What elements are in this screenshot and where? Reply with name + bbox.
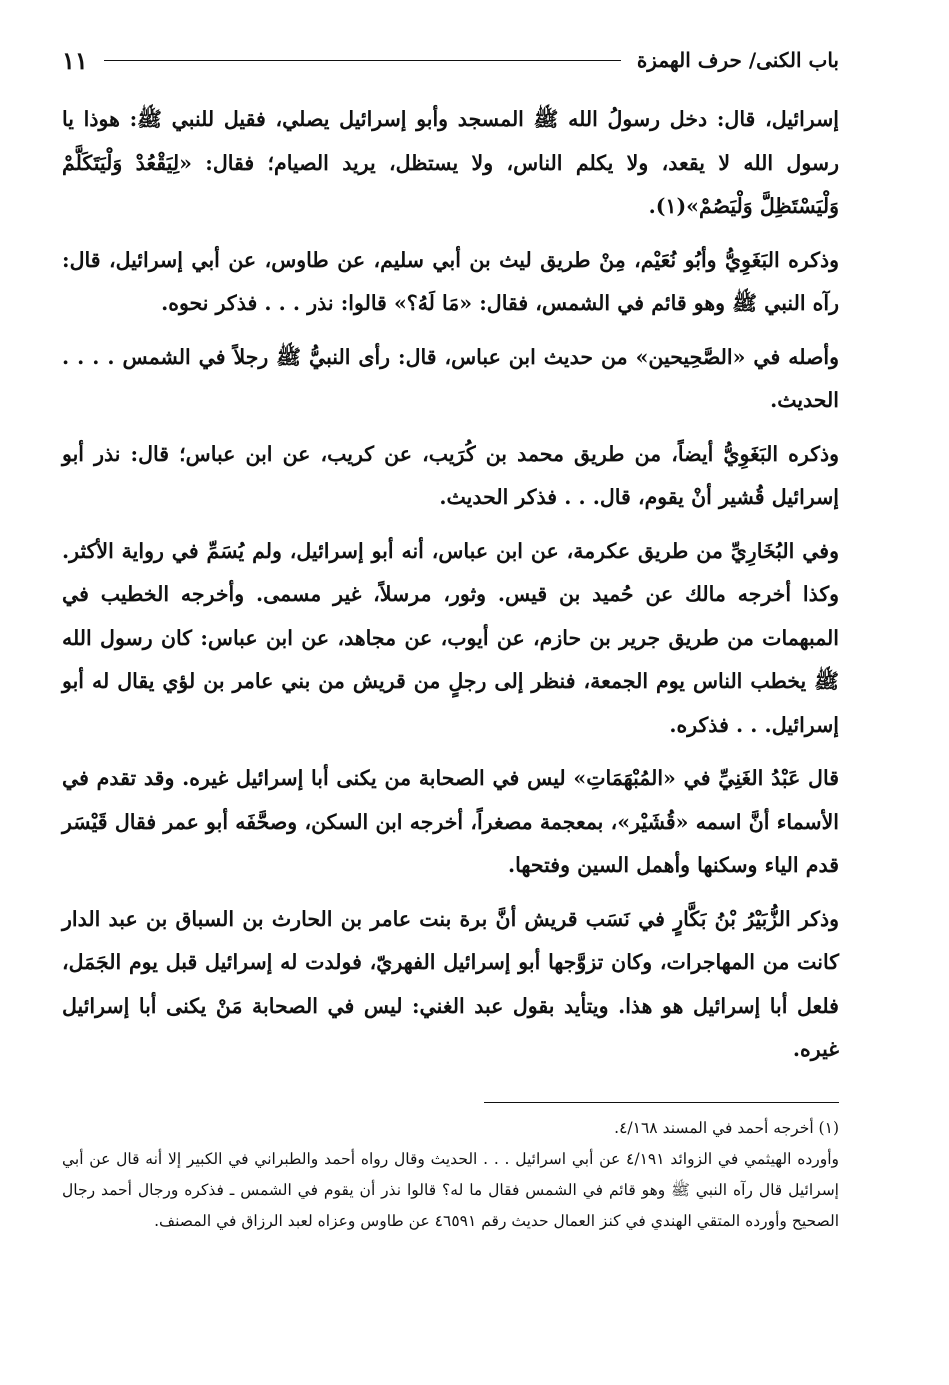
- footnotes: [62, 1113, 839, 1237]
- footnote-continuation: وأورده الهيثمي في الزوائد ٤/١٩١ عن أبي اسرائيل . . . الحديث وقال رواه أحمد والطبراني في الكبير إلا أنه قال عن أبي إسرائيل قال رآه النبي ﷺ وهو قائم في الشمس فقال ما له؟ قالوا نذر أن يقوم في الشمس ـ فذكره ورجال أحمد رجال الصحيح وأورده المتقي الهندي في كنز العمال حديث رقم ٤٦٥٩١ عن طاوس وعزاه لعبد الرزاق في المصنف.: [62, 1149, 839, 1230]
- footnote: (١) أخرجه أحمد في المسند ٤/١٦٨.: [614, 1118, 839, 1137]
- paragraph: وذكره البَغَوِيُّ وأبُو نُعَيْم، مِنْ طريق ليث بن أبي سليم، عن طاوس، عن أبي إسرائيل، قال: رآه النبي ﷺ وهو قائم في الشمس، فقال: «مَا لَهُ؟» قالوا: نذر . . . فذكر نحوه.: [62, 247, 839, 315]
- paragraph: قال عَبْدُ الغَنِيِّ في «المُبْهَمَاتِ» ليس في الصحابة من يكنى أبا إسرائيل غيره. وقد تقدم في الأسماء أنَّ اسمه «قُشَيْر»، بمعجمة مصغراً، أخرجه ابن السكن، وصحَّفَه أبو عمر فقال قَيْسَر قدم الياء وسكنها وأهمل السين وفتحها.: [62, 766, 839, 877]
- running-title: باب الكنى/ حرف الهمزة: [636, 48, 839, 72]
- paragraph: وذكره البَغَوِيُّ أيضاً، من طريق محمد بن كُرَيب، عن كريب، عن ابن عباس؛ قال: نذر أبو إسرائيل قُشير أنْ يقوم، قال. . . فذكر الحديث.: [62, 441, 839, 509]
- page-number: ١١: [62, 45, 88, 75]
- page-header: [62, 40, 839, 80]
- paragraph: إسرائيل، قال: دخل رسولُ الله ﷺ المسجد وأبو إسرائيل يصلي، فقيل للنبي ﷺ: هوذا يا رسول الله لا يقعد، ولا يكلم الناس، ولا يستظل، يريد الصيام؛ فقال: «لِيَقْعُدْ وَلْيَتَكَلَّمْ وَلْيَسْتَظِلَّ وَلْيَصُمْ»(١).: [62, 107, 839, 218]
- paragraph: وفي البُخَارِيِّ من طريق عكرمة، عن ابن عباس، أنه أبو إسرائيل، ولم يُسَمِّ في رواية الأكثر. وكذا أخرجه مالك عن حُميد بن قيس. وثور، مرسلاً، غير مسمى. وأخرجه الخطيب في المبهمات من طريق جرير بن حازم، عن أيوب، عن مجاهد، عن ابن عباس: كان رسول الله ﷺ يخطب الناس يوم الجمعة، فنظر إلى رجلٍ من قريش من بني عامر بن لؤي يقال له أبو إسرائيل. . . فذكره.: [62, 538, 839, 737]
- main-text: [62, 98, 839, 1072]
- paragraph: وأصله في «الصَّحِيحين» من حديث ابن عباس، قال: رأى النبيُّ ﷺ رجلاً في الشمس . . . . الحديث.: [62, 344, 839, 412]
- footnote-separator: [484, 1102, 839, 1103]
- header-rule: [104, 60, 621, 61]
- paragraph: وذكر الزُّبَيْرُ بْنُ بَكَّارٍ في نَسَب قريش أنَّ برة بنت عامر بن الحارث بن السباق بن عبد الدار كانت من المهاجرات، وكان تزوَّجها أبو إسرائيل الفهريّ، فولدت له إسرائيل قبل يوم الجَمَل، فلعل أبا إسرائيل هو هذا. ويتأيد بقول عبد الغني: ليس في الصحابة مَنْ يكنى أبا إسرائيل غيره.: [62, 906, 839, 1061]
